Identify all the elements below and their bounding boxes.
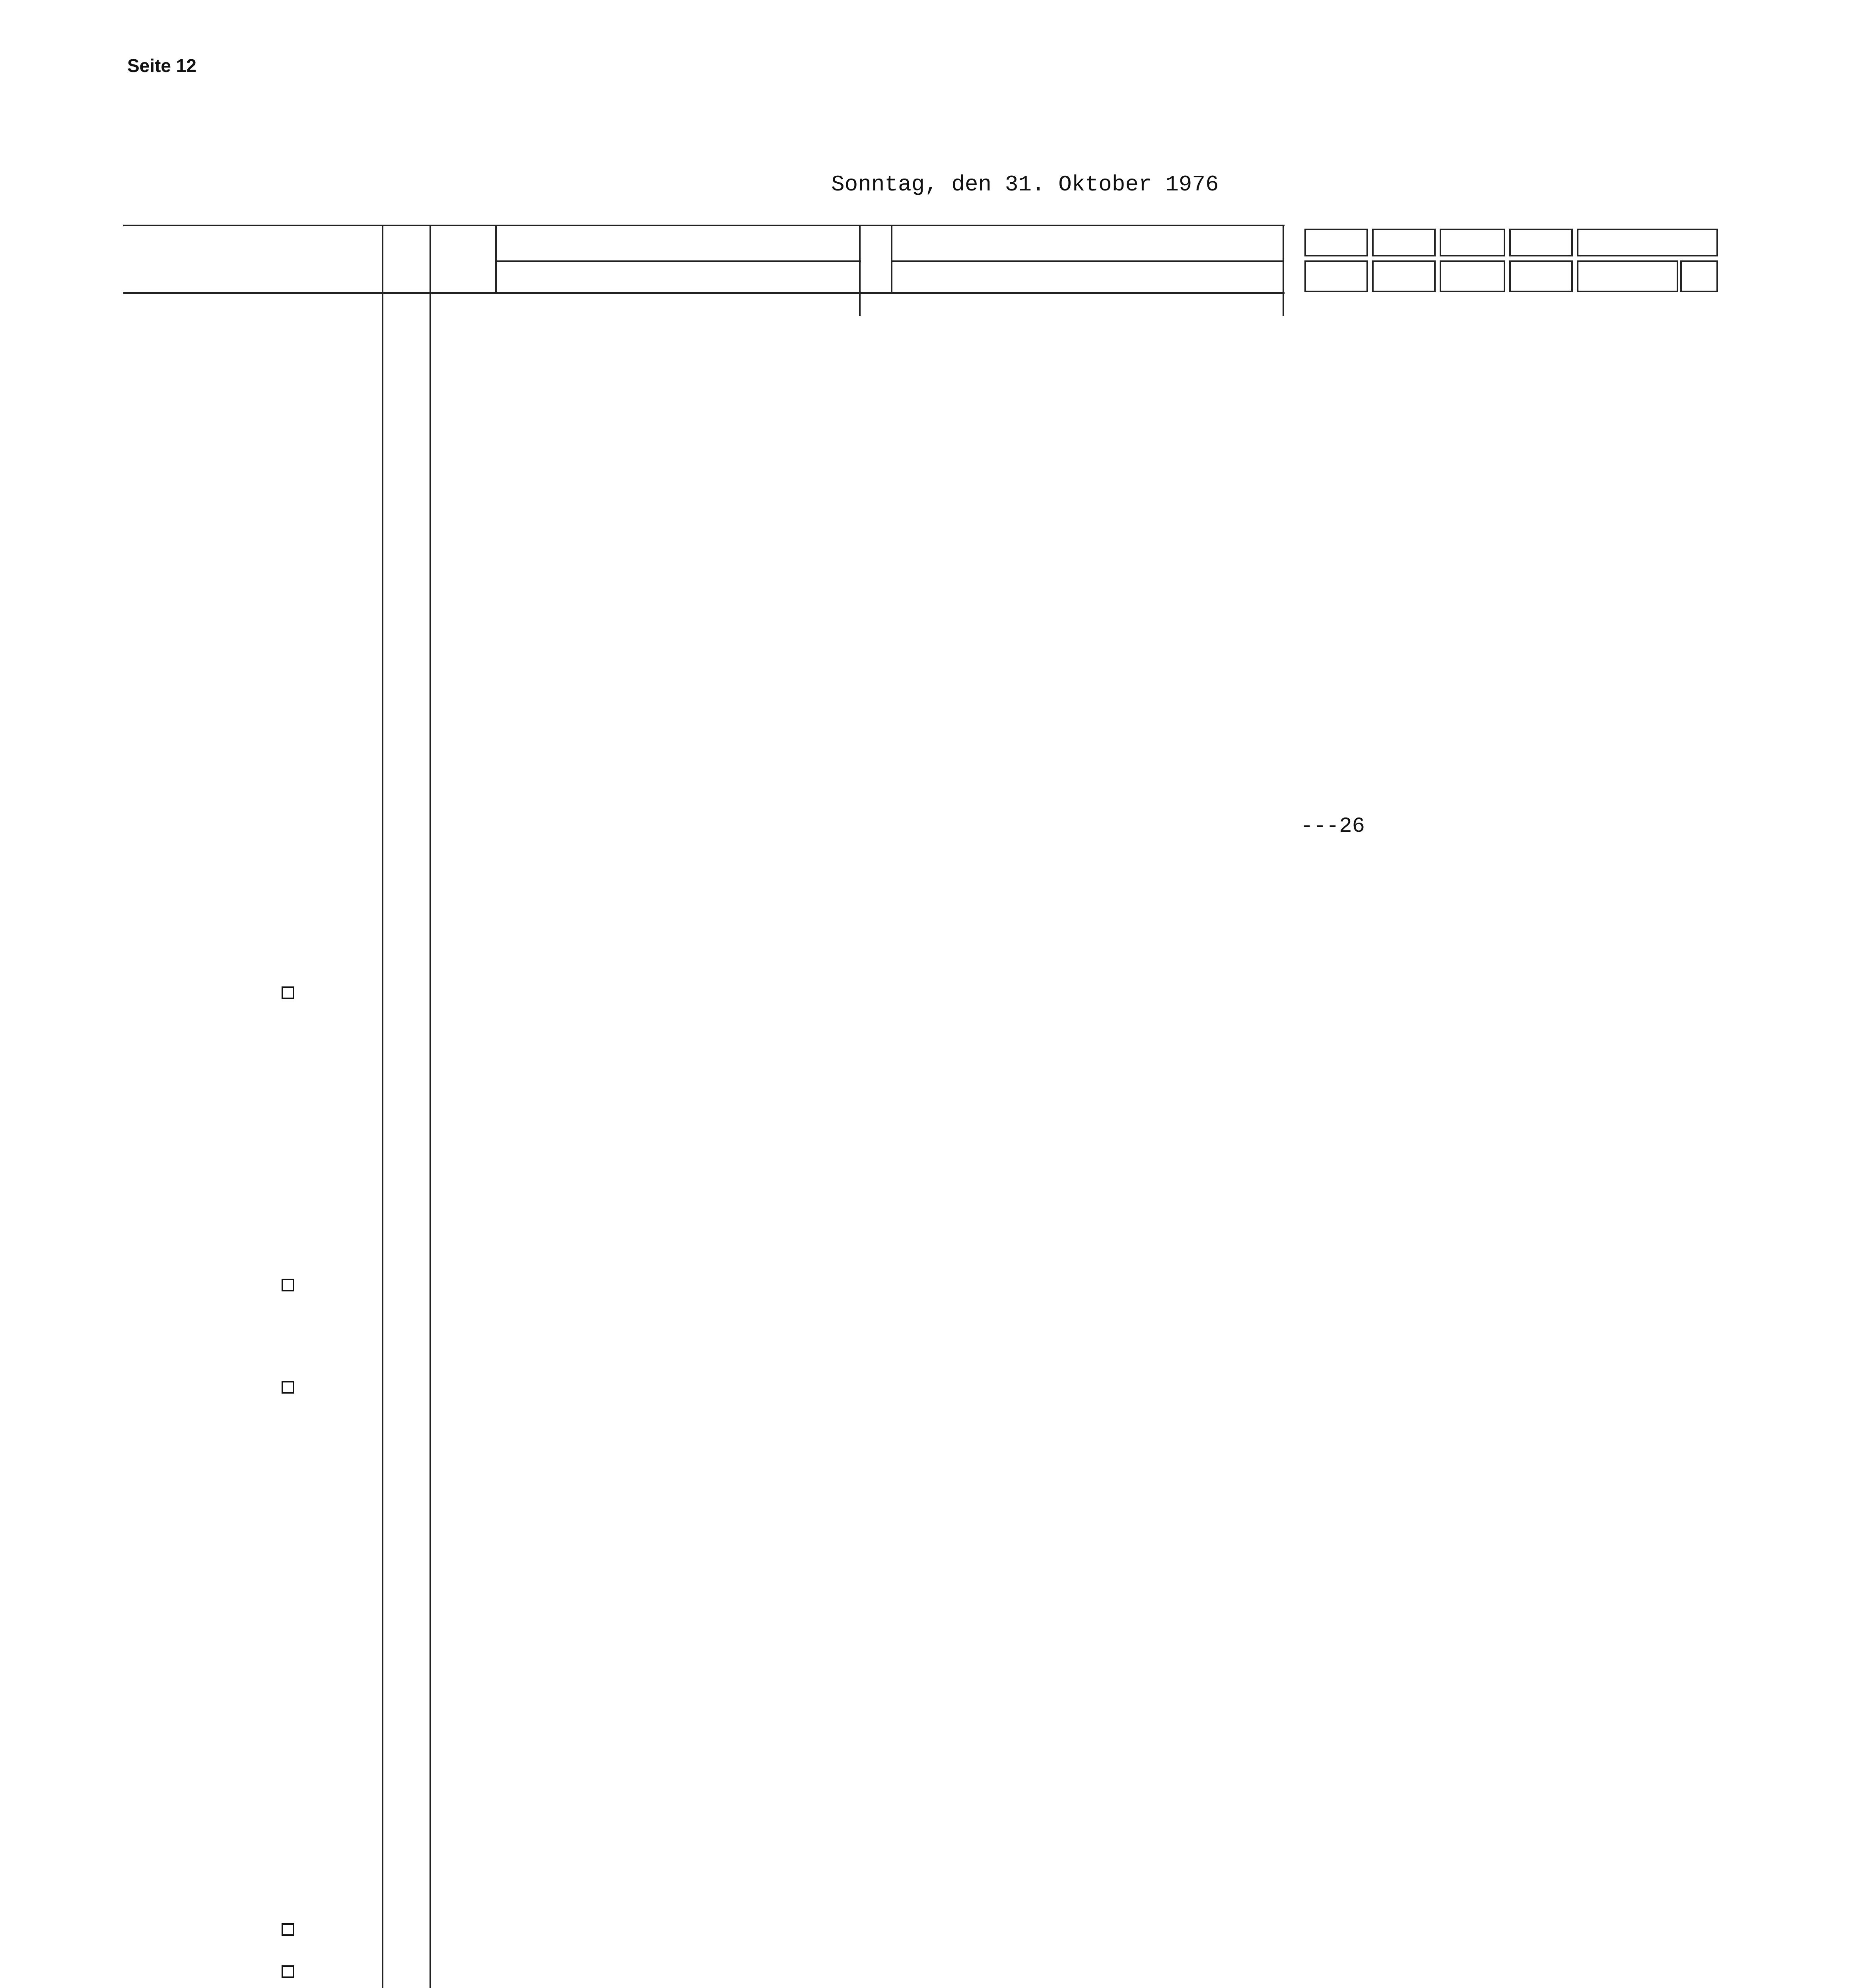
station-marker-icon [282,1923,294,1936]
right-sub-box-1 [1372,260,1436,292]
right-sub-box-2 [1440,260,1505,292]
right-top-box-4 [1577,229,1718,256]
table-top-rule [123,225,1285,226]
right-top-box-2 [1440,229,1505,256]
iii-col-rule [430,225,431,1988]
group-mid-rule-21 [891,260,1283,262]
station-marker-icon [282,1381,294,1394]
hoehe-col-rule [382,225,383,1988]
station-marker-icon [282,1279,294,1291]
right-top-box-1 [1372,229,1436,256]
page-number: Seite 12 [127,55,196,76]
right-sub-box-4 [1577,260,1678,292]
station-marker-icon [282,1965,294,1978]
g18-left-rule [495,225,497,292]
right-top-box-3 [1509,229,1573,256]
right-top-box-0 [1304,229,1368,256]
right-sub-box-0 [1304,260,1368,292]
right-sub-box-5 [1680,260,1718,292]
group-mid-rule-18 [495,260,861,262]
g21-right-rule [1283,225,1284,316]
margin-note: ---26 [1300,814,1365,839]
table-header-bottom-rule [123,292,1285,294]
station-marker-icon [282,986,294,999]
g18-right-rule [859,225,861,316]
g21-left-rule [891,225,892,292]
right-sub-box-3 [1509,260,1573,292]
date-line: Sonntag, den 31. Oktober 1976 [831,172,1219,197]
